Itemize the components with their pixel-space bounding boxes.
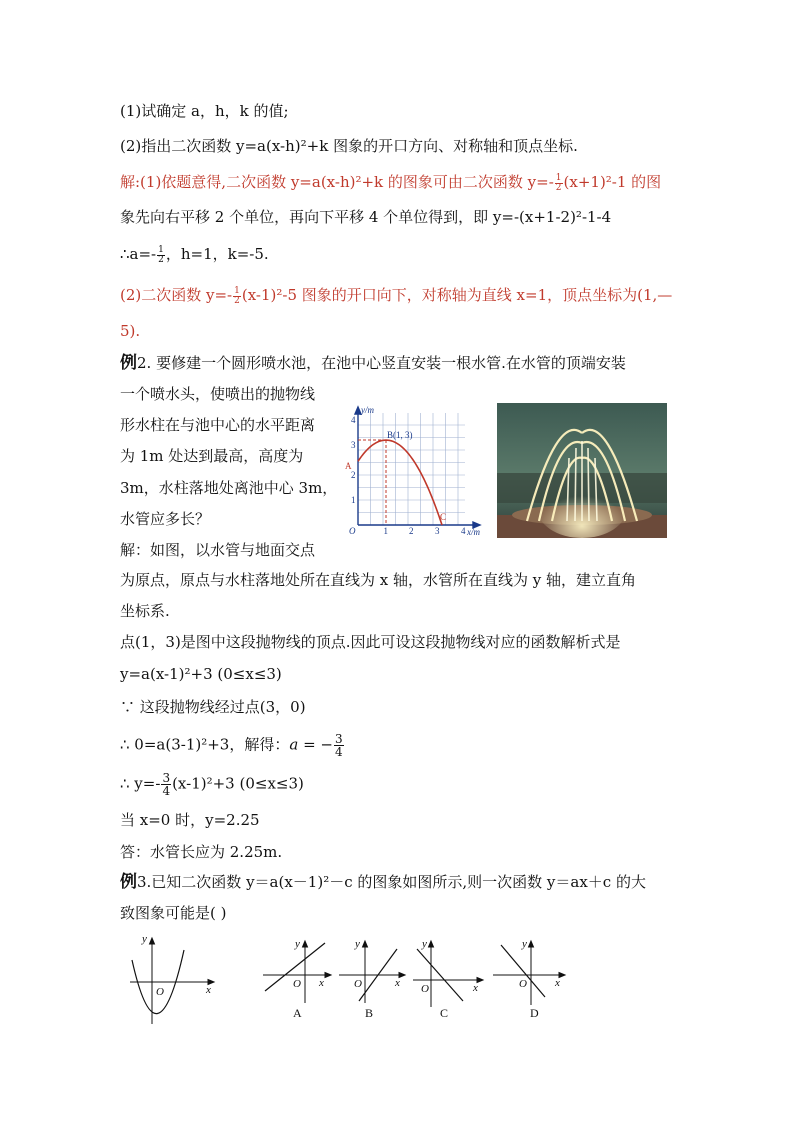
ex2-line-7: 解：如图，以水管与地面交点 <box>120 541 316 559</box>
ex2-line-8: 为原点，原点与水柱落地处所在直线为 x 轴，水管所在直线为 y 轴，建立直角 <box>120 571 637 589</box>
ex2-line-13a: ∴ 0=a(3-1)²+3，解得： <box>120 735 290 754</box>
option-c-graph[interactable] <box>413 938 483 1020</box>
y-axis-label: y <box>422 938 427 950</box>
solution-line-5: 5). <box>120 322 141 340</box>
solution-line-2: 象先向右平移 2 个单位，再向下平移 4 个单位得到，即 y=-(x+1-2)²-1-4 <box>120 208 612 226</box>
ex2-line-14a: ∴ y=- <box>120 774 161 793</box>
x-axis-label: x/m <box>467 527 480 537</box>
point-c-label: C <box>440 512 447 522</box>
example-2-title <box>120 353 626 373</box>
ex2-line-6: 水管应多长？ <box>120 510 211 528</box>
ex2-line-16: 答：水管长应为 2.25m. <box>120 843 283 861</box>
example-3-text: 3.已知二次函数 y＝a(x－1)²－c 的图象如图所示,则一次函数 y＝ax＋c 的大 <box>137 873 646 891</box>
option-c-label: C <box>440 1006 449 1020</box>
solution-line-4a: (2)二次函数 y=- <box>120 286 233 304</box>
x-tick-3: 3 <box>435 526 440 536</box>
x-tick-2: 2 <box>409 526 414 536</box>
y-tick-4: 4 <box>351 415 356 425</box>
point-b-label: B(1, 3) <box>387 430 413 440</box>
origin-label: O <box>354 978 362 990</box>
y-tick-3: 3 <box>351 440 356 450</box>
x-axis-label: x <box>395 977 400 989</box>
x-axis-label: x <box>555 977 560 989</box>
option-graphs <box>255 935 585 1023</box>
parabola-graph <box>340 403 490 538</box>
x-tick-1: 1 <box>383 526 388 536</box>
x-tick-4: 4 <box>461 526 466 536</box>
x-axis-label: x <box>206 984 211 996</box>
solution-line-3b: ，h=1，k=-5. <box>165 245 269 263</box>
y-axis-label: y <box>355 938 360 950</box>
ex2-line-14b: (x-1)²+3 (0≤x≤3) <box>172 774 304 793</box>
ex2-line-12: ∵ 这段抛物线经过点(3，0) <box>120 698 306 716</box>
solution-line-3 <box>120 244 269 265</box>
example-label: 例 <box>120 353 137 373</box>
option-d-graph[interactable] <box>493 938 565 1020</box>
ex2-a-expr: a = − <box>289 735 333 754</box>
ex2-line-11: y=a(x-1)²+3 (0≤x≤3) <box>120 665 282 683</box>
option-d-label: D <box>530 1006 539 1020</box>
option-b-label: B <box>365 1006 374 1020</box>
question-2: (2)指出二次函数 y=a(x-h)²+k 图象的开口方向、对称轴和顶点坐标. <box>120 137 578 155</box>
fraction-half: $\frac{1}{2}$ <box>555 172 562 193</box>
y-axis-label: y <box>295 938 300 950</box>
origin-label: O <box>421 983 429 995</box>
ex2-line-3: 形水柱在与池中心的水平距离 <box>120 416 316 434</box>
example-2-text: 2. 要修建一个圆形喷水池，在池中心竖直安装一根水管.在水管的顶端安装 <box>137 354 626 372</box>
ex2-line-13 <box>120 733 345 758</box>
y-axis-label: y <box>142 933 147 945</box>
given-parabola-graph <box>122 932 222 1027</box>
fraction-half: $\frac{1}{2}$ <box>158 244 164 265</box>
origin-label: O <box>156 986 164 998</box>
y-tick-2: 2 <box>351 470 356 480</box>
ex2-line-2: 一个喷水头，使喷出的抛物线 <box>120 385 316 403</box>
ex2-line-10: 点(1，3)是图中这段抛物线的顶点.因此可设这段抛物线对应的函数解析式是 <box>120 633 621 651</box>
ex2-line-5: 3m，水柱落地处离池中心 3m， <box>120 479 338 497</box>
solution-line-4 <box>120 285 672 306</box>
origin-label: O <box>293 978 301 990</box>
y-axis-label: y/m <box>361 405 374 415</box>
point-a-label: A <box>345 461 352 471</box>
example-3-title <box>120 872 646 892</box>
y-axis-label: y <box>522 938 527 950</box>
y-tick-1: 1 <box>351 495 356 505</box>
solution-line-4b: (x-1)²-5 图象的开口向下，对称轴为直线 x=1，顶点坐标为(1,— <box>241 286 673 304</box>
solution-line-1 <box>120 172 661 193</box>
x-axis-label: x <box>319 977 324 989</box>
option-b-graph[interactable] <box>339 938 405 1020</box>
fraction-half: $\frac{1}{2}$ <box>234 285 240 306</box>
ex3-line-2: 致图象可能是( ) <box>120 904 227 922</box>
fraction-three-quarters: $\frac{3}{4}$ <box>162 771 171 798</box>
option-a-label: A <box>293 1006 302 1020</box>
solution-line-1a: 解:(1)依题意得,二次函数 y=a(x-h)²+k 的图象可由二次函数 y=- <box>120 173 554 191</box>
ex2-line-14 <box>120 772 304 797</box>
example-label: 例 <box>120 872 137 892</box>
origin-label: O <box>519 978 527 990</box>
fraction-three-quarters: $\frac{3}{4}$ <box>334 732 343 759</box>
fountain-photo <box>497 403 667 538</box>
y-axis-arrow-icon <box>150 938 155 944</box>
question-1: (1)试确定 a，h，k 的值; <box>120 102 289 120</box>
option-a-graph[interactable] <box>263 938 331 1020</box>
solution-line-3a: ∴a=- <box>120 245 157 263</box>
ex2-line-4: 为 1m 处达到最高，高度为 <box>120 447 304 465</box>
solution-line-1b: (x+1)²-1 的图 <box>563 173 662 191</box>
ex2-line-9: 坐标系. <box>120 602 170 620</box>
ex2-line-15: 当 x=0 时，y=2.25 <box>120 811 260 829</box>
origin-label: O <box>349 526 356 536</box>
x-axis-label: x <box>473 982 478 994</box>
